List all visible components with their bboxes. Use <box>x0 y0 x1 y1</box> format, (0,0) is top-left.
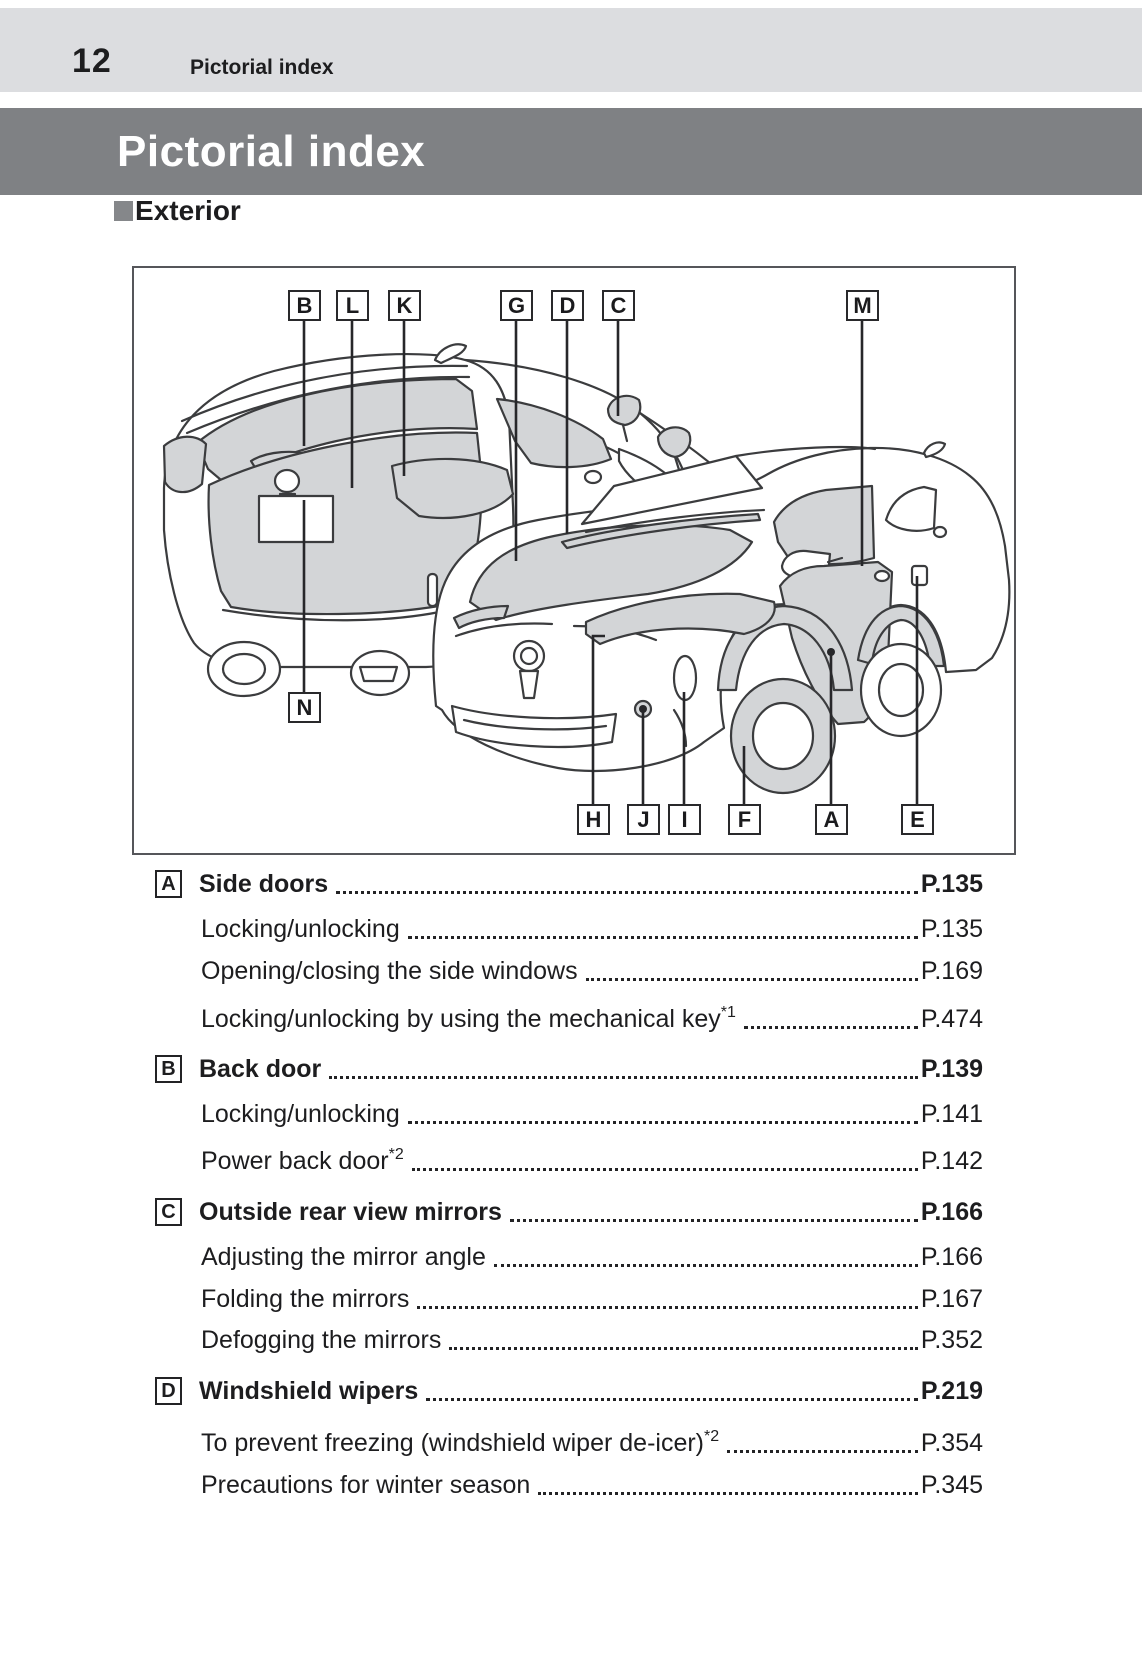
index-subentry <box>155 1429 983 1458</box>
index-subentry-label <box>201 1005 736 1034</box>
index-letter-box: D <box>155 1377 182 1405</box>
footnote-marker: *1 <box>720 1004 736 1021</box>
section-title: Exterior <box>135 195 241 226</box>
dot-leader <box>449 1347 918 1350</box>
footnote-marker: *2 <box>704 1428 720 1445</box>
index-subentry-label: Precautions for winter season <box>201 1471 531 1499</box>
index-subentry-label <box>201 1429 719 1458</box>
dot-leader <box>329 1076 918 1079</box>
index-subentry-label: Adjusting the mirror angle <box>201 1243 486 1271</box>
index-subentry-label: Opening/closing the side windows <box>201 957 578 985</box>
callout-label-i: I <box>668 804 701 835</box>
callout-label-h: H <box>577 804 610 835</box>
index-entry-title: Side doors <box>199 870 329 898</box>
banner-title: Pictorial index <box>117 126 426 176</box>
callout-label-d: D <box>551 290 584 321</box>
index-subentry <box>155 1471 983 1500</box>
index-subentry-page: P.142 <box>920 1147 983 1175</box>
dot-leader <box>494 1264 918 1267</box>
dot-leader <box>426 1398 918 1401</box>
dot-leader <box>408 936 918 939</box>
index-letter-box: C <box>155 1198 182 1226</box>
index-subentry-page: P.354 <box>920 1429 983 1457</box>
callout-label-e: E <box>901 804 934 835</box>
index-subentry <box>155 915 983 944</box>
callout-label-n: N <box>288 692 321 723</box>
header-band <box>0 8 1142 92</box>
index-subentry-page: P.169 <box>920 957 983 985</box>
exterior-diagram <box>132 266 1016 855</box>
footnote-marker: *2 <box>388 1146 404 1163</box>
dot-leader <box>727 1450 918 1453</box>
callout-label-l: L <box>336 290 369 321</box>
callout-label-m: M <box>846 290 879 321</box>
callout-label-b: B <box>288 290 321 321</box>
dot-leader <box>412 1168 918 1171</box>
dot-leader <box>510 1219 918 1222</box>
index-subentry-page: P.345 <box>920 1471 983 1499</box>
index-subentry <box>155 1285 983 1314</box>
index-entry <box>155 1055 983 1084</box>
section-square-icon <box>114 201 133 221</box>
section-heading <box>114 196 241 226</box>
index-entry <box>155 870 983 899</box>
index-entry <box>155 1377 983 1406</box>
dot-leader <box>538 1492 918 1495</box>
index-entry-title: Windshield wipers <box>199 1377 419 1405</box>
index-subentry-page: P.141 <box>920 1100 983 1128</box>
dot-leader <box>408 1121 918 1124</box>
index-entry-title: Back door <box>199 1055 322 1083</box>
index-entry <box>155 1198 983 1227</box>
index-entry-page: P.166 <box>920 1198 983 1226</box>
subentry-text: To prevent freezing (windshield wiper de-icer) <box>201 1429 705 1457</box>
index-subentry <box>155 1243 983 1272</box>
index-subentry-page: P.352 <box>920 1326 983 1354</box>
header-title: Pictorial index <box>190 56 334 79</box>
index-letter-box: B <box>155 1055 182 1083</box>
car-illustration <box>134 268 1014 853</box>
dot-leader <box>336 891 918 894</box>
dot-leader <box>744 1026 918 1029</box>
index-subentry-label: Locking/unlocking <box>201 1100 400 1128</box>
index-subentry <box>155 1100 983 1129</box>
index-letter-box: A <box>155 870 182 898</box>
subentry-text: Power back door <box>201 1147 389 1175</box>
index-entry-title: Outside rear view mirrors <box>199 1198 502 1226</box>
index-subentry <box>155 1147 983 1176</box>
callout-label-c: C <box>602 290 635 321</box>
chapter-banner <box>0 108 1142 195</box>
page-number: 12 <box>72 42 112 80</box>
index-entry-page: P.219 <box>920 1377 983 1405</box>
index-subentry-page: P.167 <box>920 1285 983 1313</box>
index-subentry-page: P.166 <box>920 1243 983 1271</box>
index-subentry-label: Defogging the mirrors <box>201 1326 442 1354</box>
index-subentry-label: Folding the mirrors <box>201 1285 410 1313</box>
index-entry-page: P.135 <box>920 870 983 898</box>
index-subentry <box>155 1005 983 1034</box>
index-subentry-page: P.474 <box>920 1005 983 1033</box>
callout-label-f: F <box>728 804 761 835</box>
index-subentry <box>155 1326 983 1355</box>
index-subentry-label <box>201 1147 404 1176</box>
subentry-text: Locking/unlocking by using the mechanical key <box>201 1005 721 1033</box>
callout-label-j: J <box>627 804 660 835</box>
index-entry-page: P.139 <box>920 1055 983 1083</box>
callout-label-a: A <box>815 804 848 835</box>
index-subentry <box>155 957 983 986</box>
dot-leader <box>586 978 918 981</box>
callout-label-g: G <box>500 290 533 321</box>
index-subentry-label: Locking/unlocking <box>201 915 400 943</box>
dot-leader <box>417 1306 917 1309</box>
index-subentry-page: P.135 <box>920 915 983 943</box>
callout-label-k: K <box>388 290 421 321</box>
